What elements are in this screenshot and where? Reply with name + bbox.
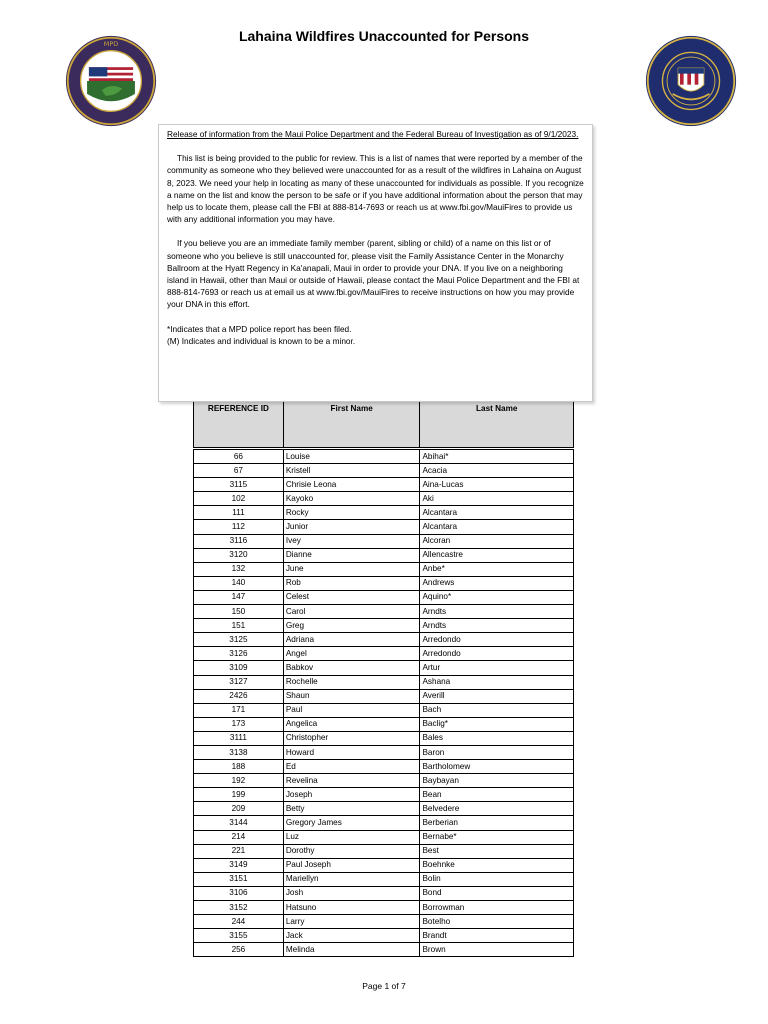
first-name-cell: June <box>283 562 420 576</box>
reference-id-cell: 112 <box>194 520 284 534</box>
release-notice <box>158 124 593 402</box>
table-row <box>194 886 574 900</box>
last-name-cell: Borrowman <box>420 901 574 915</box>
reference-id-cell: 221 <box>194 844 284 858</box>
last-name-cell: Belvedere <box>420 802 574 816</box>
reference-id-cell: 3149 <box>194 858 284 872</box>
first-name-cell: Howard <box>283 745 420 759</box>
table-row <box>194 450 574 464</box>
reference-id-cell: 150 <box>194 605 284 619</box>
last-name-cell: Berberian <box>420 816 574 830</box>
first-name-cell: Paul <box>283 703 420 717</box>
reference-id-cell: 188 <box>194 760 284 774</box>
table-row <box>194 929 574 943</box>
table-row <box>194 717 574 731</box>
first-name-cell: Dianne <box>283 548 420 562</box>
table-row <box>194 619 574 633</box>
last-name-cell: Bales <box>420 731 574 745</box>
last-name-cell: Bartholomew <box>420 760 574 774</box>
first-name-cell: Angel <box>283 647 420 661</box>
notice-footnote-report: *Indicates that a MPD police report has been filed. <box>167 323 352 334</box>
last-name-cell: Bach <box>420 703 574 717</box>
reference-id-cell: 192 <box>194 774 284 788</box>
first-name-cell: Jack <box>283 929 420 943</box>
reference-id-cell: 256 <box>194 943 284 957</box>
mpd-seal-logo <box>65 35 157 127</box>
reference-id-cell: 3106 <box>194 886 284 900</box>
last-name-cell: Botelho <box>420 915 574 929</box>
first-name-cell: Rochelle <box>283 675 420 689</box>
reference-id-cell: 3126 <box>194 647 284 661</box>
first-name-cell: Christopher <box>283 731 420 745</box>
reference-id-cell: 151 <box>194 619 284 633</box>
reference-id-cell: 3115 <box>194 478 284 492</box>
last-name-cell: Arredondo <box>420 647 574 661</box>
reference-id-cell: 3116 <box>194 534 284 548</box>
last-name-cell: Baybayan <box>420 774 574 788</box>
notice-footnote-minor: (M) Indicates and individual is known to be a minor. <box>167 335 356 346</box>
last-name-cell: Bolin <box>420 872 574 886</box>
table-row <box>194 633 574 647</box>
first-name-cell: Josh <box>283 886 420 900</box>
first-name-cell: Babkov <box>283 661 420 675</box>
reference-id-cell: 171 <box>194 703 284 717</box>
first-name-cell: Luz <box>283 830 420 844</box>
first-name-cell: Gregory James <box>283 816 420 830</box>
last-name-cell: Arndts <box>420 619 574 633</box>
reference-id-cell: 147 <box>194 590 284 604</box>
table-row <box>194 731 574 745</box>
reference-id-cell: 3111 <box>194 731 284 745</box>
reference-id-cell: 3151 <box>194 872 284 886</box>
last-name-cell: Brown <box>420 943 574 957</box>
first-name-cell: Revelina <box>283 774 420 788</box>
table-row <box>194 689 574 703</box>
reference-id-cell: 209 <box>194 802 284 816</box>
last-name-cell: Alcantara <box>420 520 574 534</box>
svg-text:MPD: MPD <box>103 40 119 49</box>
table-row <box>194 774 574 788</box>
column-header-first-name: First Name <box>283 402 420 448</box>
first-name-cell: Melinda <box>283 943 420 957</box>
last-name-cell: Baclig* <box>420 717 574 731</box>
last-name-cell: Boehnke <box>420 858 574 872</box>
table-row <box>194 816 574 830</box>
table-row <box>194 562 574 576</box>
last-name-cell: Arndts <box>420 605 574 619</box>
first-name-cell: Angelica <box>283 717 420 731</box>
table-row <box>194 915 574 929</box>
first-name-cell: Celest <box>283 590 420 604</box>
table-row <box>194 534 574 548</box>
reference-id-cell: 2426 <box>194 689 284 703</box>
notice-paragraph-dna: If you believe you are an immediate family member (parent, sibling or child) of a name on this list or of someone who you believe is still unaccounted for, please visit the Family Assistance Center in the Monarchy Ballroom at the Hyatt Regency in Ka'anapali, Maui in order to provide your DNA. If you live on a neighboring island in Hawaii, other than Maui or outside of Hawaii, please contact the Maui Police Department and the FBI at 888-814-7693 or reach us at email us at www.fbi.gov/MauiFires to receive instructions on how you may provide your DNA in this effort. <box>167 238 580 310</box>
first-name-cell: Junior <box>283 520 420 534</box>
table-row <box>194 844 574 858</box>
fbi-seal-logo <box>645 35 737 127</box>
last-name-cell: Arredondo <box>420 633 574 647</box>
first-name-cell: Carol <box>283 605 420 619</box>
table-row <box>194 647 574 661</box>
table-row <box>194 745 574 759</box>
last-name-cell: Aquino* <box>420 590 574 604</box>
table-row <box>194 858 574 872</box>
last-name-cell: Bernabe* <box>420 830 574 844</box>
last-name-cell: Best <box>420 844 574 858</box>
last-name-cell: Bean <box>420 788 574 802</box>
last-name-cell: Alcantara <box>420 506 574 520</box>
reference-id-cell: 3138 <box>194 745 284 759</box>
table-row <box>194 788 574 802</box>
table-row <box>194 492 574 506</box>
reference-id-cell: 214 <box>194 830 284 844</box>
first-name-cell: Chrisie Leona <box>283 478 420 492</box>
table-row <box>194 703 574 717</box>
reference-id-cell: 140 <box>194 576 284 590</box>
last-name-cell: Bond <box>420 886 574 900</box>
table-row <box>194 605 574 619</box>
reference-id-cell: 3125 <box>194 633 284 647</box>
unaccounted-persons-table <box>193 401 574 957</box>
first-name-cell: Shaun <box>283 689 420 703</box>
table-header-row <box>194 402 574 448</box>
page-number: Page 1 of 7 <box>362 981 406 991</box>
last-name-cell: Baron <box>420 745 574 759</box>
table-row <box>194 506 574 520</box>
table-row <box>194 464 574 478</box>
first-name-cell: Larry <box>283 915 420 929</box>
notice-heading: Release of information from the Maui Police Department and the Federal Bureau of Investigation as of 9/1/2023. <box>167 129 579 139</box>
first-name-cell: Ed <box>283 760 420 774</box>
last-name-cell: Brandt <box>420 929 574 943</box>
last-name-cell: Anbe* <box>420 562 574 576</box>
table-row <box>194 830 574 844</box>
notice-paragraph-review: This list is being provided to the public for review. This is a list of names that were reported by a member of the community as someone who they believed were unaccounted for as a result of the wildfires in Lahaina on August 8, 2023. We need your help in locating as many of these unaccounted for individuals as possible. If you recognize a name on the list and know the person to be safe or if you have additional information about the person that may help us to locate them, please call the FBI at 888-814-7693 or reach us at www.fbi.gov/MauiFires to provide us with any additional information you may have. <box>167 153 584 225</box>
reference-id-cell: 3109 <box>194 661 284 675</box>
reference-id-cell: 3144 <box>194 816 284 830</box>
first-name-cell: Betty <box>283 802 420 816</box>
reference-id-cell: 102 <box>194 492 284 506</box>
last-name-cell: Acacia <box>420 464 574 478</box>
last-name-cell: Ashana <box>420 675 574 689</box>
document-title: Lahaina Wildfires Unaccounted for Persons <box>238 28 530 44</box>
table-row <box>194 872 574 886</box>
table-row <box>194 802 574 816</box>
first-name-cell: Kristell <box>283 464 420 478</box>
table-row <box>194 675 574 689</box>
first-name-cell: Greg <box>283 619 420 633</box>
table-row <box>194 760 574 774</box>
column-header-last-name: Last Name <box>420 402 574 448</box>
first-name-cell: Joseph <box>283 788 420 802</box>
last-name-cell: Aki <box>420 492 574 506</box>
table-row <box>194 478 574 492</box>
table-row <box>194 548 574 562</box>
table-row <box>194 590 574 604</box>
table-body <box>194 448 574 957</box>
reference-id-cell: 111 <box>194 506 284 520</box>
reference-id-cell: 173 <box>194 717 284 731</box>
reference-id-cell: 3127 <box>194 675 284 689</box>
last-name-cell: Andrews <box>420 576 574 590</box>
first-name-cell: Kayoko <box>283 492 420 506</box>
first-name-cell: Ivey <box>283 534 420 548</box>
first-name-cell: Rocky <box>283 506 420 520</box>
last-name-cell: Alcoran <box>420 534 574 548</box>
first-name-cell: Mariellyn <box>283 872 420 886</box>
first-name-cell: Adriana <box>283 633 420 647</box>
reference-id-cell: 3155 <box>194 929 284 943</box>
last-name-cell: Aina-Lucas <box>420 478 574 492</box>
reference-id-cell: 66 <box>194 450 284 464</box>
reference-id-cell: 199 <box>194 788 284 802</box>
last-name-cell: Artur <box>420 661 574 675</box>
table-row <box>194 520 574 534</box>
last-name-cell: Allencastre <box>420 548 574 562</box>
column-header-reference-id: REFERENCE ID <box>194 402 284 448</box>
reference-id-cell: 3152 <box>194 901 284 915</box>
first-name-cell: Louise <box>283 450 420 464</box>
last-name-cell: Averill <box>420 689 574 703</box>
reference-id-cell: 244 <box>194 915 284 929</box>
reference-id-cell: 132 <box>194 562 284 576</box>
table-row <box>194 576 574 590</box>
first-name-cell: Paul Joseph <box>283 858 420 872</box>
first-name-cell: Hatsuno <box>283 901 420 915</box>
table-row <box>194 943 574 957</box>
first-name-cell: Rob <box>283 576 420 590</box>
first-name-cell: Dorothy <box>283 844 420 858</box>
table-row <box>194 661 574 675</box>
last-name-cell: Abihai* <box>420 450 574 464</box>
reference-id-cell: 67 <box>194 464 284 478</box>
reference-id-cell: 3120 <box>194 548 284 562</box>
table-row <box>194 901 574 915</box>
